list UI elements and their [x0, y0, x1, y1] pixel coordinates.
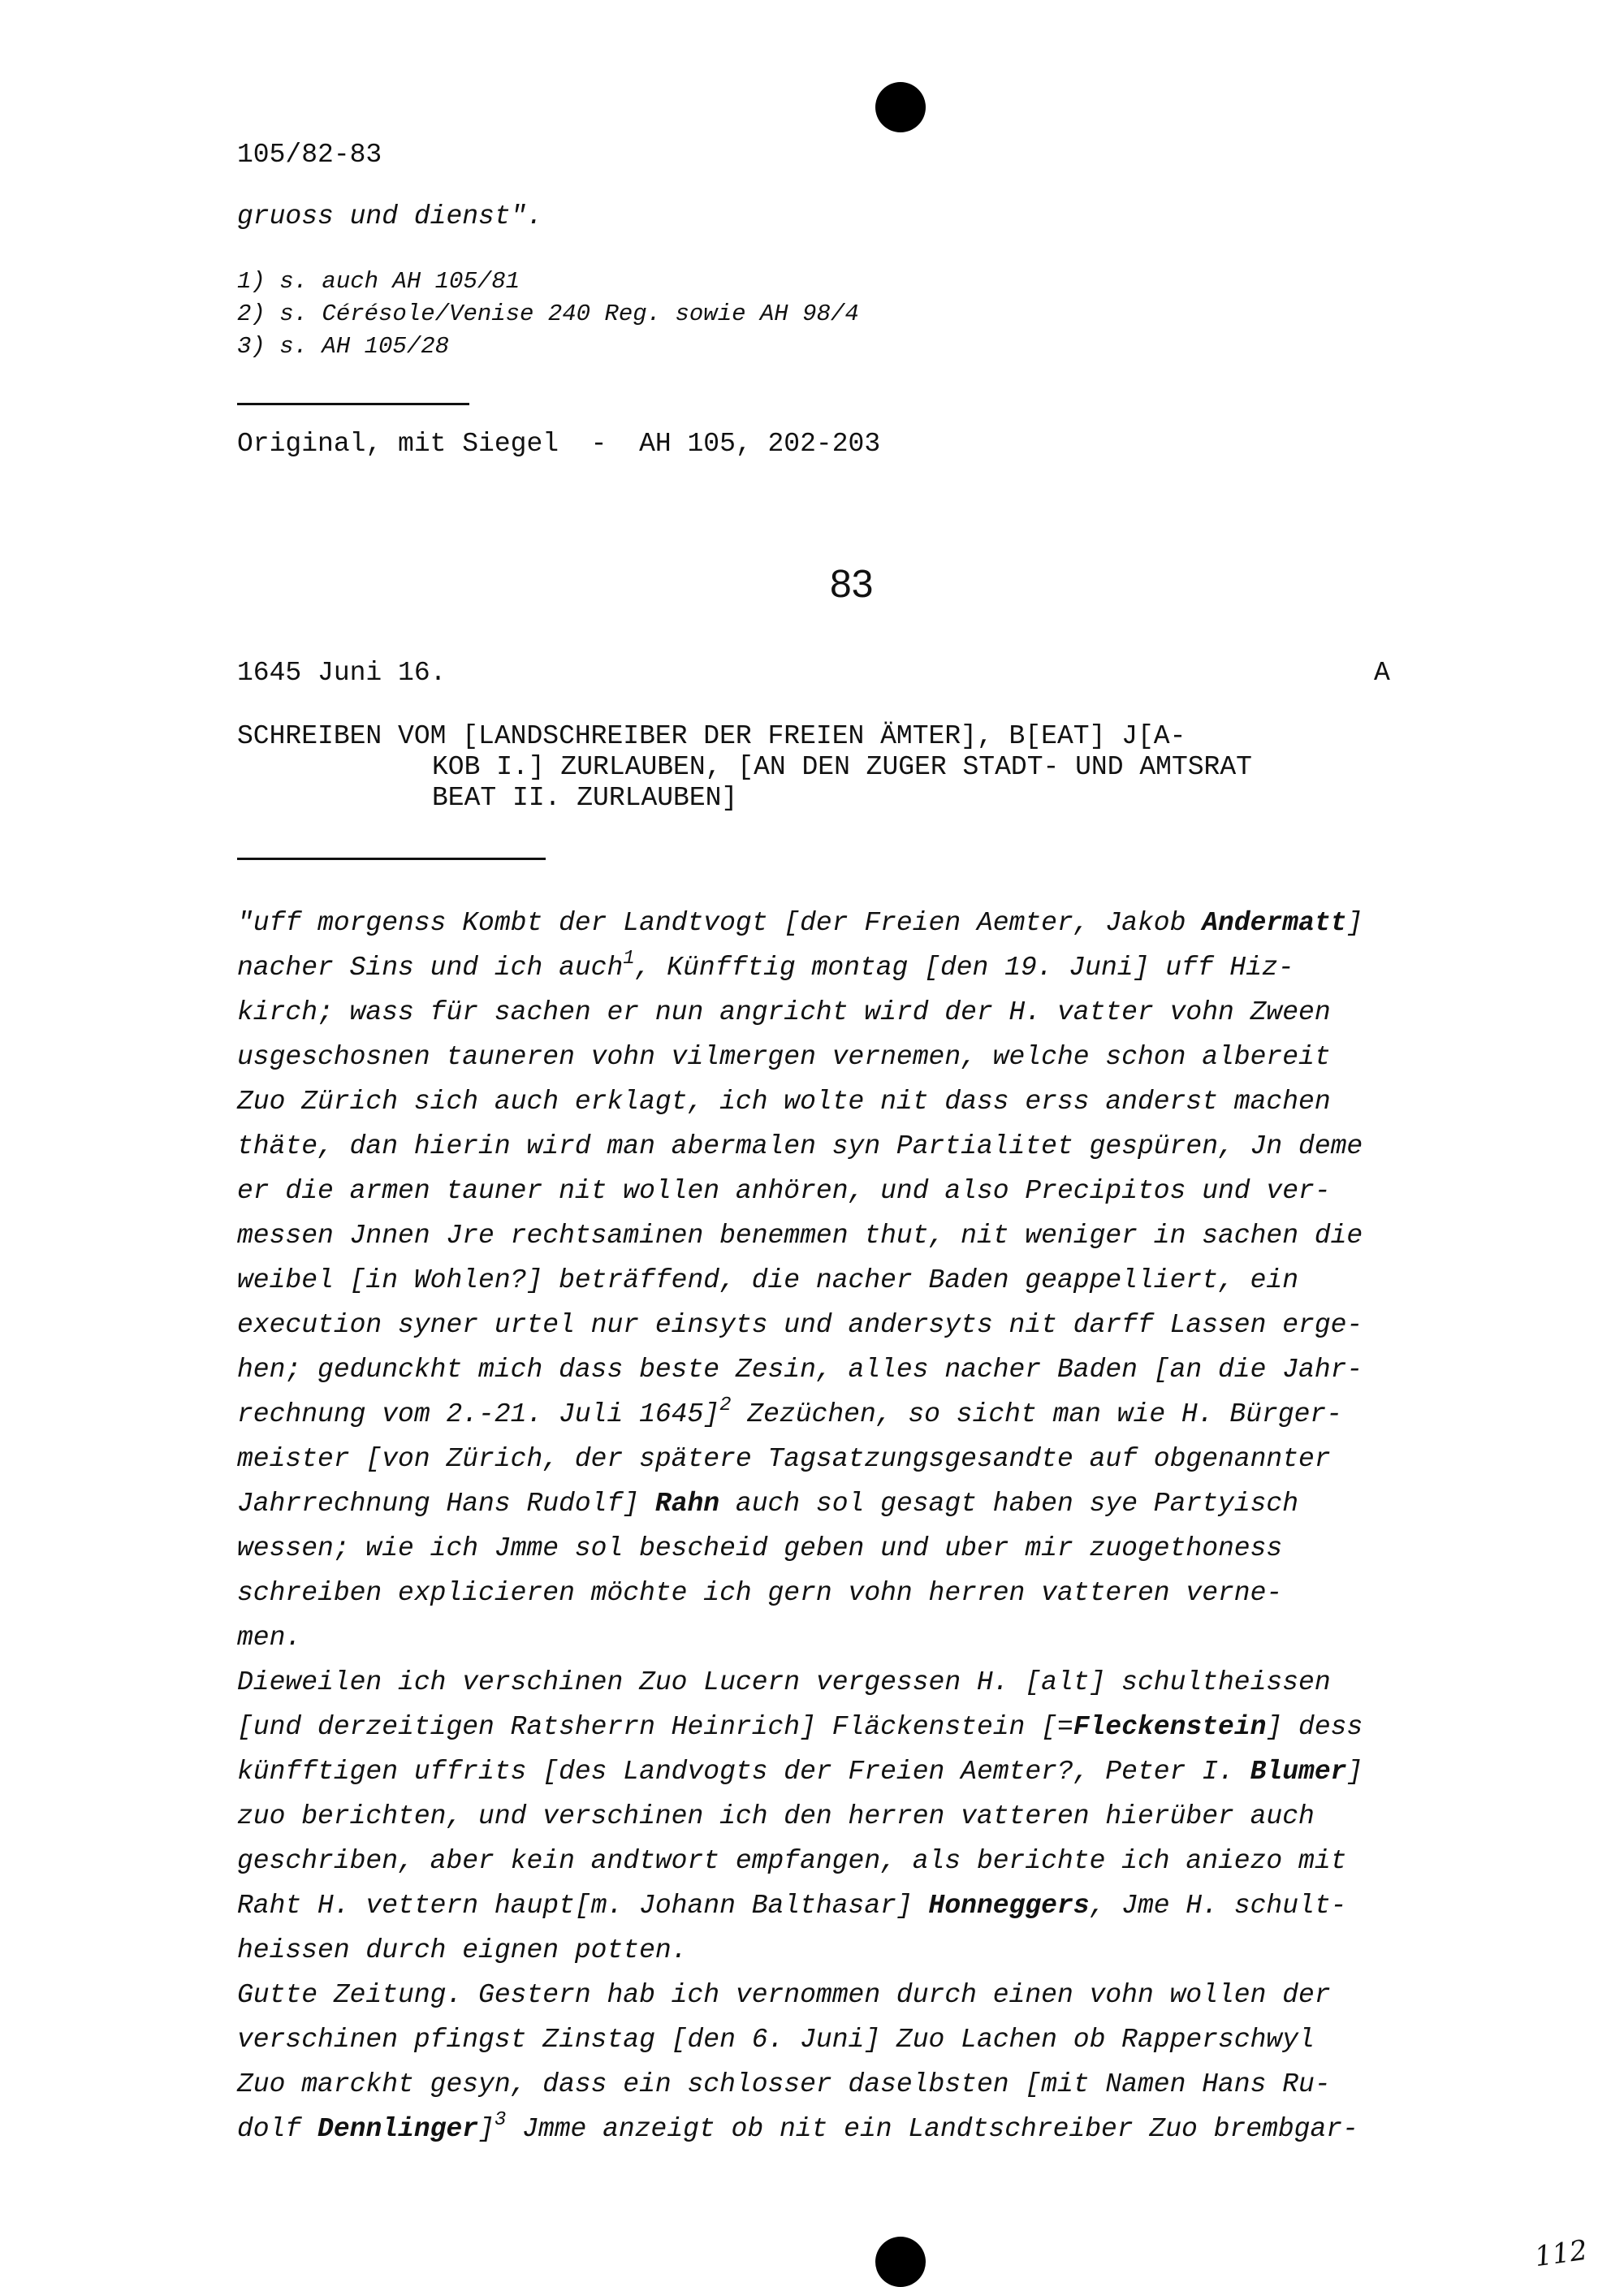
person-name: Blumer: [1250, 1757, 1347, 1787]
document-reference: 105/82-83: [237, 140, 382, 170]
body-line: rechnung vom 2.-21. Juli 1645]$^2$ Zezüchen, so sicht man wie H. Bürger-: [237, 1394, 1343, 1429]
body-line: men.: [237, 1623, 302, 1653]
body-line: wessen; wie ich Jmme sol bescheid geben und uber mir zuogethoness: [237, 1533, 1283, 1563]
entry-date: 1645 Juni 16.: [237, 658, 447, 688]
footnote-3: 3) s. AH 105/28: [237, 333, 450, 360]
title-divider: [237, 858, 546, 860]
entry-title-line-2: KOB I.] ZURLAUBEN, [AN DEN ZUGER STADT- UND AMTSRAT: [432, 752, 1252, 782]
footnote-ref: 2: [719, 1394, 732, 1416]
entry-title-line-3: BEAT II. ZURLAUBEN]: [432, 783, 738, 813]
body-line: Dieweilen ich verschinen Zuo Lucern vergessen H. [alt] schultheissen: [237, 1667, 1331, 1697]
body-line: Raht H. vettern haupt[m. Johann Balthasar] Honneggers, Jme H. schult-: [237, 1891, 1347, 1921]
source-note: Original, mit Siegel - AH 105, 202-203: [237, 429, 881, 459]
body-line: messen Jnnen Jre rechtsaminen benemmen thut, nit weniger in sachen die: [237, 1221, 1363, 1251]
footnote-1: 1) s. auch AH 105/81: [237, 268, 520, 295]
body-line: [und derzeitigen Ratsherrn Heinrich] Fläckenstein [=Fleckenstein] dess: [237, 1712, 1363, 1742]
footnote-ref: 3: [494, 2109, 507, 2131]
body-line: heissen durch eignen potten.: [237, 1935, 688, 1965]
body-line: kirch; wass für sachen er nun angricht wird der H. vatter vohn Zween: [237, 997, 1331, 1027]
previous-letter-closing: gruoss und dienst".: [237, 201, 543, 231]
body-line: thäte, dan hierin wird man abermalen syn Partialitet gespüren, Jn deme: [237, 1131, 1363, 1161]
body-line: execution syner urtel nur einsyts und andersyts nit darff Lassen erge-: [237, 1310, 1363, 1340]
body-line: zuo berichten, und verschinen ich den herren vatteren hierüber auch: [237, 1801, 1315, 1831]
body-line: verschinen pfingst Zinstag [den 6. Juni] Zuo Lachen ob Rapperschwyl: [237, 2025, 1315, 2055]
person-name: Andermatt: [1202, 908, 1347, 938]
body-line: "uff morgenss Kombt der Landtvogt [der Freien Aemter, Jakob Andermatt]: [237, 908, 1363, 938]
entry-title-line-1: SCHREIBEN VOM [LANDSCHREIBER DER FREIEN ÄMTER], B[EAT] J[A-: [237, 721, 1186, 751]
punch-hole-bottom: [875, 2237, 926, 2287]
footnote-ref: 1: [623, 948, 635, 970]
body-line: er die armen tauner nit wollen anhören, und also Precipitos und ver-: [237, 1176, 1331, 1206]
footnote-divider: [237, 403, 469, 405]
entry-type-marker: A: [1374, 658, 1390, 688]
entry-number: 83: [830, 563, 874, 606]
body-line: weibel [in Wohlen?] beträffend, die nacher Baden geappelliert, ein: [237, 1265, 1299, 1295]
person-name: Dennlinger: [317, 2114, 479, 2144]
body-line: Jahrrechnung Hans Rudolf] Rahn auch sol gesagt haben sye Partyisch: [237, 1489, 1299, 1519]
person-name: Rahn: [654, 1489, 720, 1519]
body-line: schreiben explicieren möchte ich gern vohn herren vatteren verne-: [237, 1578, 1283, 1608]
person-name: Fleckenstein: [1073, 1712, 1267, 1742]
footnote-2: 2) s. Cérésole/Venise 240 Reg. sowie AH 98/4: [237, 300, 859, 327]
body-line: künfftigen uffrits [des Landvogts der Freien Aemter?, Peter I. Blumer]: [237, 1757, 1363, 1787]
body-line: usgeschosnen tauneren vohn vilmergen vernemen, welche schon albereit: [237, 1042, 1331, 1072]
body-line: nacher Sins und ich auch$^1$, Künfftig montag [den 19. Juni] uff Hiz-: [237, 948, 1294, 983]
punch-hole-top: [875, 82, 926, 132]
body-line: Zuo marckht gesyn, dass ein schlosser daselbsten [mit Namen Hans Ru-: [237, 2069, 1331, 2099]
handwritten-page-number: 112: [1532, 2233, 1590, 2274]
body-line: Zuo Zürich sich auch erklagt, ich wolte nit dass erss anderst machen: [237, 1087, 1331, 1117]
body-line: geschriben, aber kein andtwort empfangen, als berichte ich aniezo mit: [237, 1846, 1347, 1876]
body-line: meister [von Zürich, der spätere Tagsatzungsgesandte auf obgenannter: [237, 1444, 1331, 1474]
person-name: Honneggers: [928, 1891, 1090, 1921]
body-line: dolf Dennlinger]$^3$ Jmme anzeigt ob nit ein Landtschreiber Zuo brembgar-: [237, 2109, 1358, 2144]
body-line: Gutte Zeitung. Gestern hab ich vernommen durch einen vohn wollen der: [237, 1980, 1331, 2010]
body-line: hen; gedunckht mich dass beste Zesin, alles nacher Baden [an die Jahr-: [237, 1355, 1363, 1385]
